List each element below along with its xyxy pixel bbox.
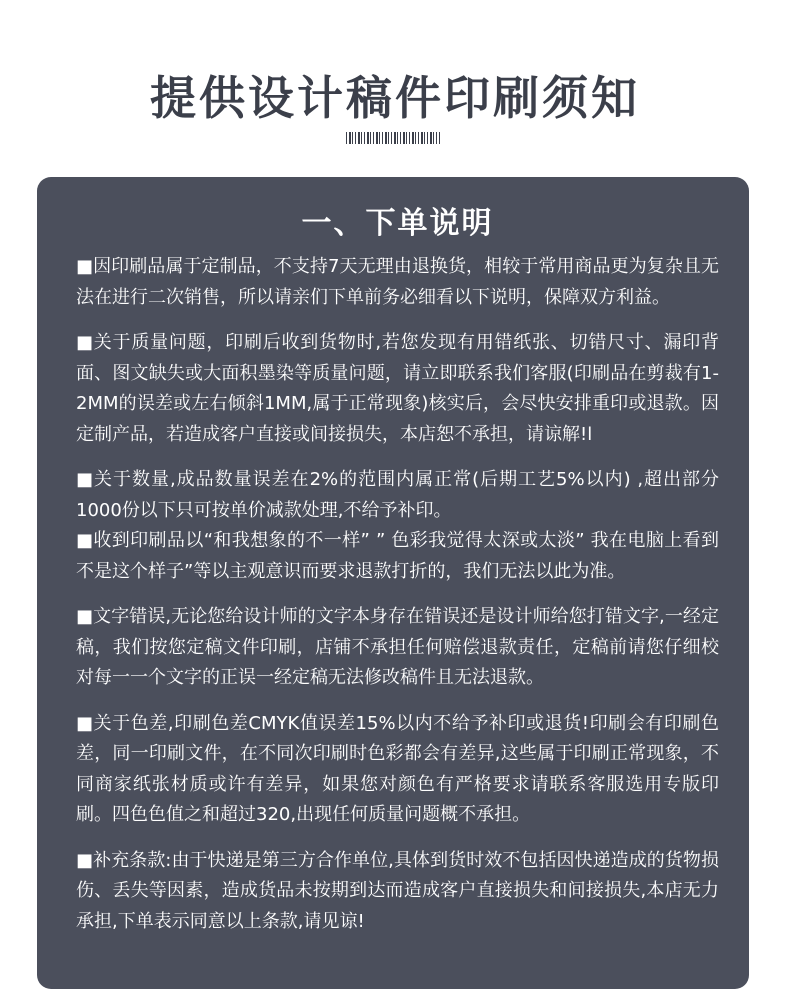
notice-paragraph-quantity: ■关于数量,成品数量误差在2%的范围内属正常(后期工艺5%以内) ,超出部分1000份以下只可按单价减款处理,不给予补印。 (76, 469, 719, 521)
notice-paragraph-custom-product: ■因印刷品属于定制品，不支持7天无理由退换货，相较于常用商品更为复杂且无法在进行二次销售，所以请亲们下单前务必细看以下说明，保障双方利益。 (76, 256, 719, 308)
barcode-decoration (346, 132, 440, 144)
notice-paragraph-quality: ■关于质量问题，印刷后收到货物时,若您发现有用错纸张、切错尺寸、漏印背面、图文缺失或大面积墨染等质量问题，请立即联系我们客服(印刷品在剪裁有1-2MM的误差或左右倾斜1MM,属于正常现象)核实后，会尽快安排重印或退款。因定制产品，若造成客户直接或间接损失，本店恕不承担，请谅解!l (76, 332, 719, 445)
notice-paragraph-color-difference: ■关于色差,印刷色差CMYK值误差15%以内不给予补印或退货!印刷会有印刷色差，同一印刷文件，在不同次印刷时色彩都会有差异,这些属于印刷正常现象，不同商家纸张材质或许有差异，如果您对颜色有严格要求请联系客服选用专版印刷。四色色值之和超过320,出现任何质量问题概不承担。 (76, 712, 719, 825)
notice-paragraph-expectation: ■收到印刷品以“和我想象的不一样” ” 色彩我觉得太深或太淡” 我在电脑上看到不是这个样子”等以主观意识而要求退款打折的，我们无法以此为准。 (76, 530, 719, 582)
page-title: 提供设计稿件印刷须知 (150, 71, 640, 125)
section-title: 一、下单说明 (301, 206, 494, 241)
notice-paragraph-text-errors: ■文字错误,无论您给设计师的文字本身存在错误还是设计师给您打错文字,一经定稿，我们按您定稿文件印刷，店铺不承担任何赔偿退款责任，定稿前请您仔细校对每一一个文字的正误一经定稿无法修改稿件且无法退款。 (76, 606, 719, 688)
notice-paragraph-supplementary: ■补充条款:由于快递是第三方合作单位,具体到货时效不包括因快递造成的货物损伤、丢失等因素，造成货品未按期到达而造成客户直接损失和间接损失,本店无力承担,下单表示同意以上条款,请见谅! (76, 849, 719, 932)
notice-panel (37, 177, 749, 989)
